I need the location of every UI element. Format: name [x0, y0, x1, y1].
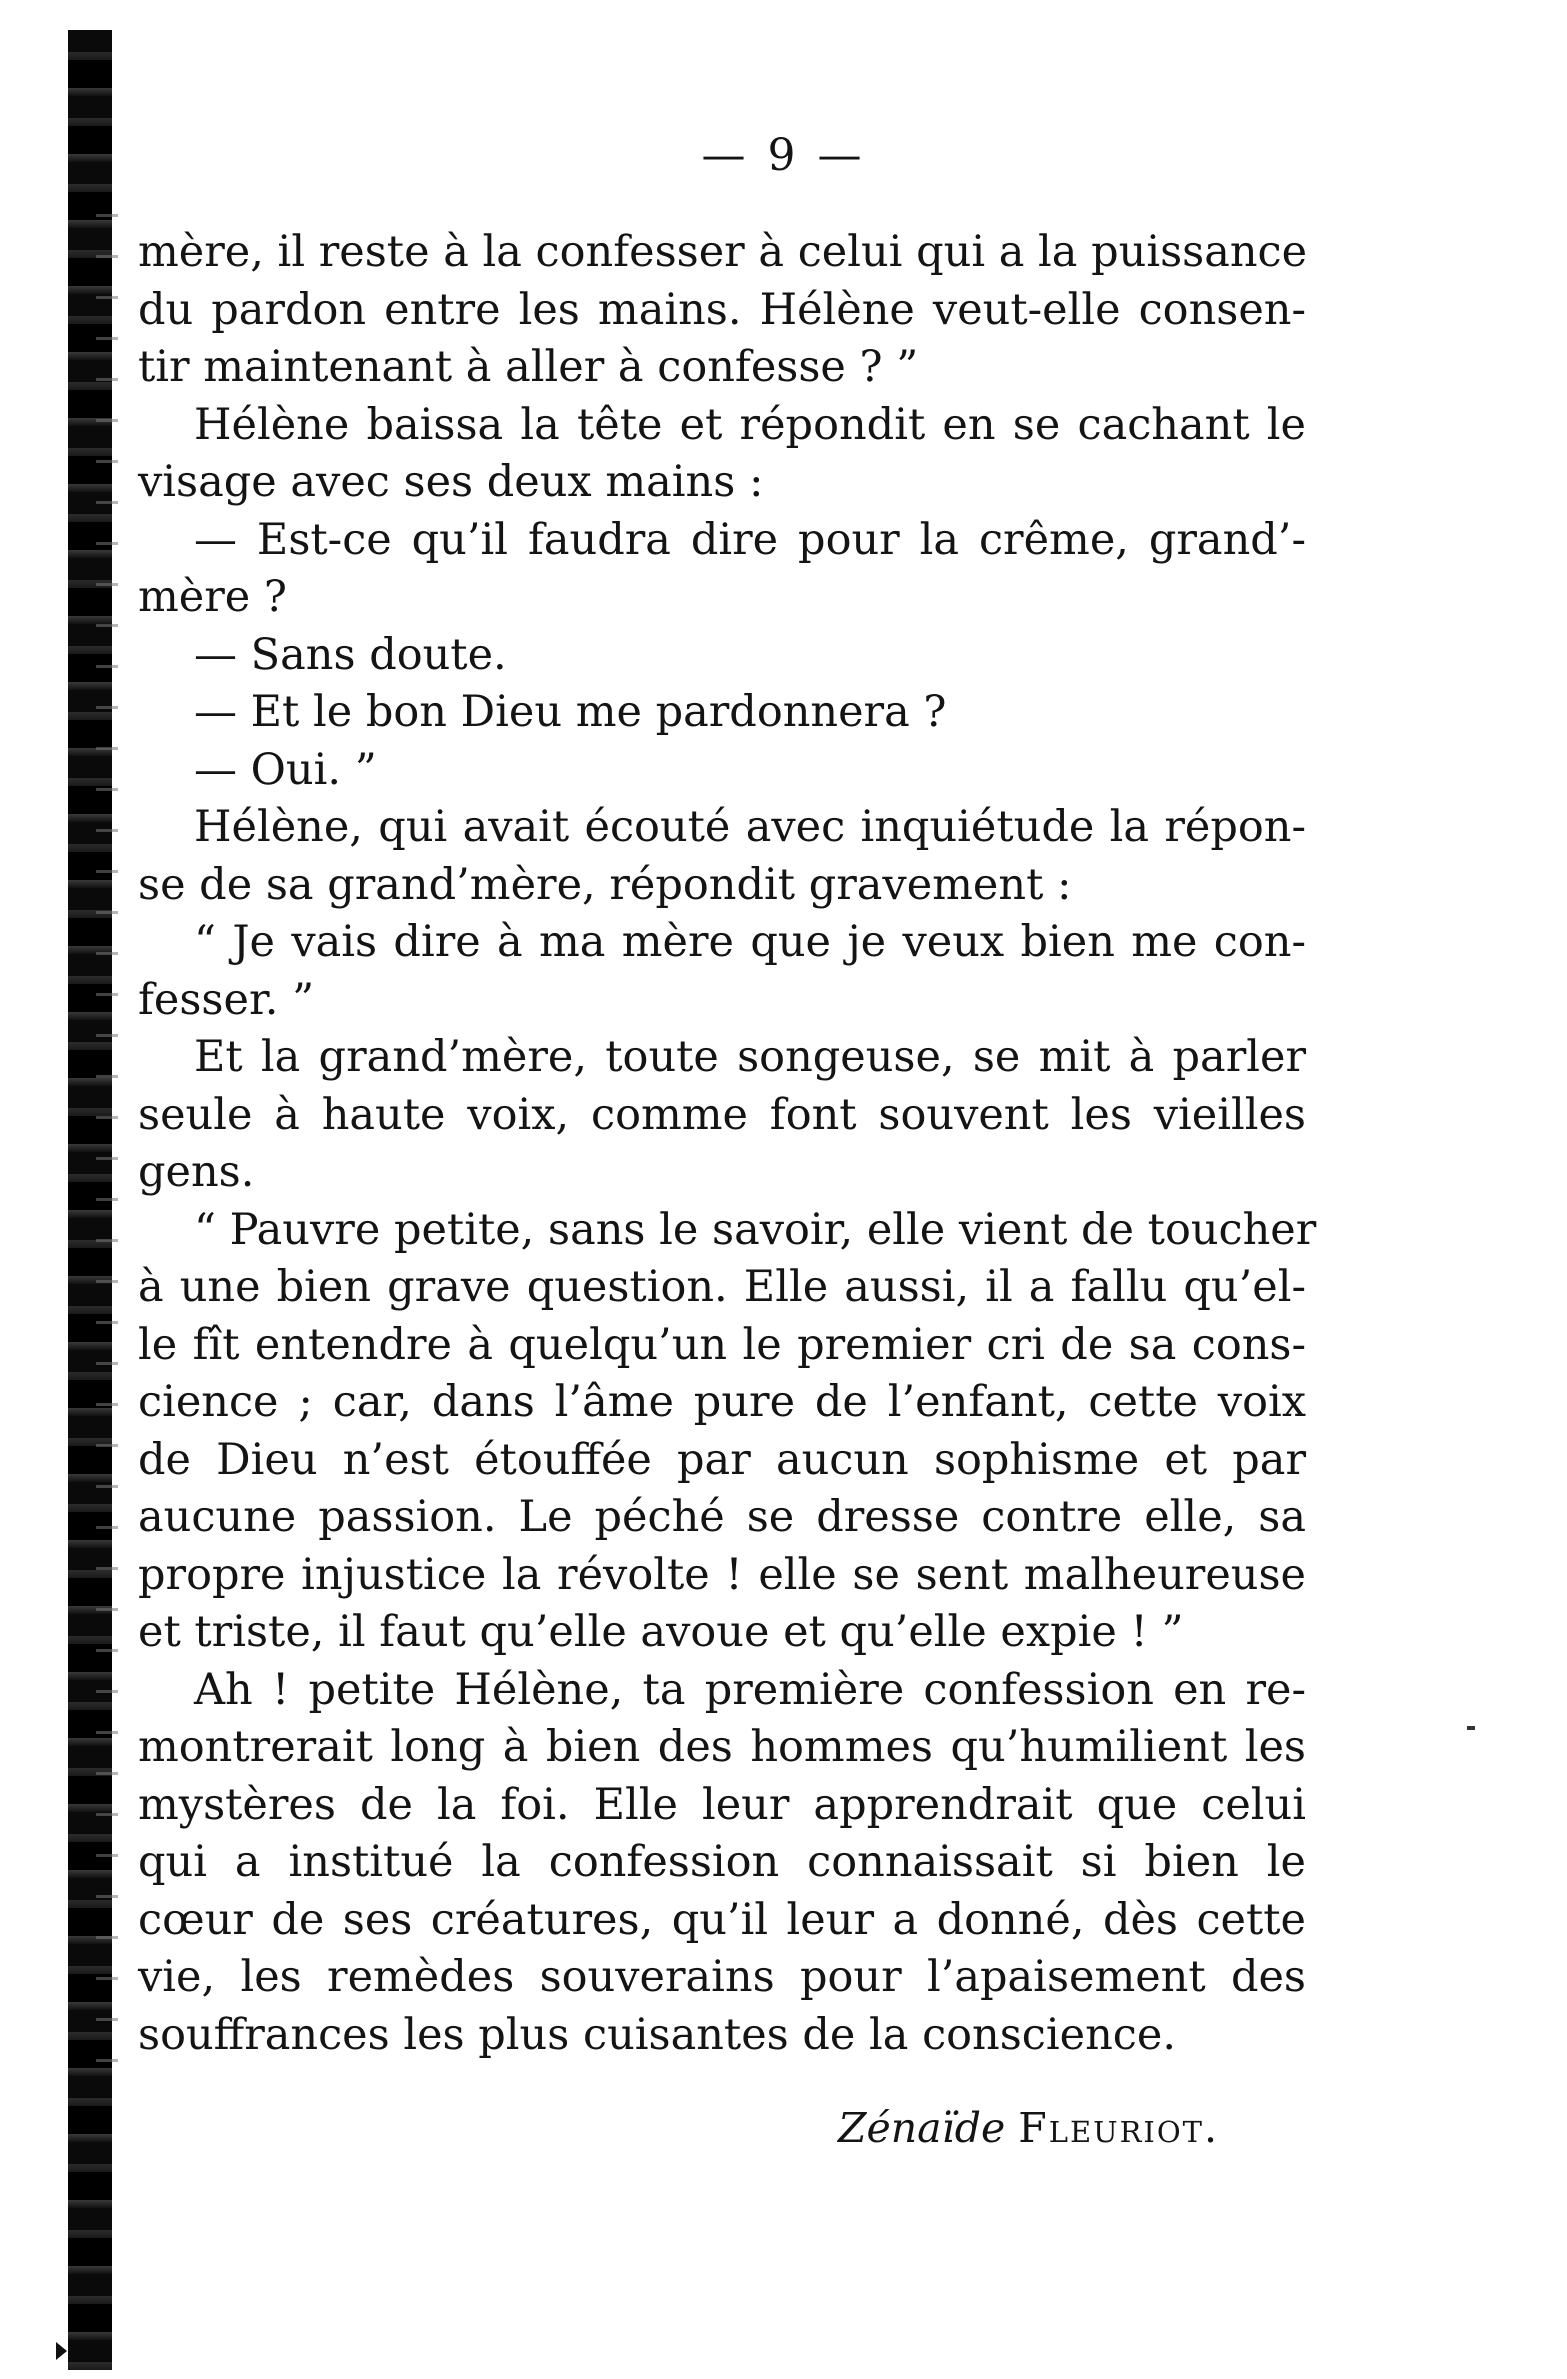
author-first-name: Zénaïde	[838, 2104, 1006, 2152]
margin-mark	[56, 2342, 67, 2360]
text-line: gens.	[138, 1147, 255, 1197]
text-line: se de sa grand’mère, répondit gravement :	[138, 859, 1072, 910]
text-line: aucune passion. Le péché se dresse contre elle, sa	[138, 1492, 1306, 1542]
text-line: — Est-ce qu’il faudra dire pour la crême, grand’-	[194, 514, 1306, 565]
text-line: Et la grand’mère, toute songeuse, se mit à parler	[194, 1032, 1306, 1082]
text-line: — Sans doute.	[194, 629, 507, 680]
text-line: mère ?	[138, 572, 287, 622]
margin-dot	[1467, 1726, 1475, 1730]
author-last-name: Fleuriot.	[1018, 2104, 1220, 2152]
text-line: cience ; car, dans l’âme pure de l’enfant, cette voix	[138, 1377, 1306, 1427]
author-signature	[838, 2098, 1219, 2158]
text-line: “ Je vais dire à ma mère que je veux bien me con-	[194, 917, 1306, 967]
page-number: — 9 —	[701, 130, 866, 181]
text-line: mystères de la foi. Elle leur apprendrait que celui	[138, 1779, 1306, 1830]
body-text	[138, 224, 1317, 2064]
text-line: visage avec ses deux mains :	[138, 457, 764, 507]
text-line: le fît entendre à quelqu’un le premier cri de sa cons-	[138, 1319, 1306, 1370]
text-line: vie, les remèdes souverains pour l’apaisement des	[138, 1952, 1306, 2002]
binding-speckle	[96, 200, 118, 2100]
text-line: à une bien grave question. Elle aussi, il a fallu qu’el-	[138, 1262, 1306, 1312]
text-line: Ah ! petite Hélène, ta première confession en re-	[194, 1664, 1306, 1715]
text-line: — Et le bon Dieu me pardonnera ?	[194, 687, 947, 737]
text-line: souffrances les plus cuisantes de la conscience.	[138, 2009, 1176, 2060]
text-line: mère, il reste à la confesser à celui qui a la puissance	[138, 227, 1308, 277]
text-line: seule à haute voix, comme font souvent les vieilles	[138, 1089, 1306, 1140]
text-line: de Dieu n’est étouffée par aucun sophisme et par	[138, 1434, 1306, 1485]
text-line: fesser. ”	[138, 974, 315, 1025]
text-line: tir maintenant à aller à confesse ? ”	[138, 342, 919, 392]
text-line: montrerait long à bien des hommes qu’humilient les	[138, 1722, 1306, 1772]
text-line: Hélène baissa la tête et répondit en se cachant le	[194, 399, 1306, 450]
text-line: cœur de ses créatures, qu’il leur a donné, dès cette	[138, 1894, 1306, 1945]
text-line: propre injustice la révolte ! elle se sent malheureuse	[138, 1549, 1306, 1600]
text-line: Hélène, qui avait écouté avec inquiétude la répon-	[194, 802, 1306, 852]
text-line: qui a institué la confession connaissait si bien le	[138, 1837, 1306, 1887]
text-line: — Oui. ”	[194, 744, 377, 795]
text-line: du pardon entre les mains. Hélène veut-elle consen-	[138, 284, 1306, 335]
text-line: “ Pauvre petite, sans le savoir, elle vient de toucher	[194, 1204, 1317, 1255]
text-line: et triste, il faut qu’elle avoue et qu’elle expie ! ”	[138, 1607, 1184, 1657]
